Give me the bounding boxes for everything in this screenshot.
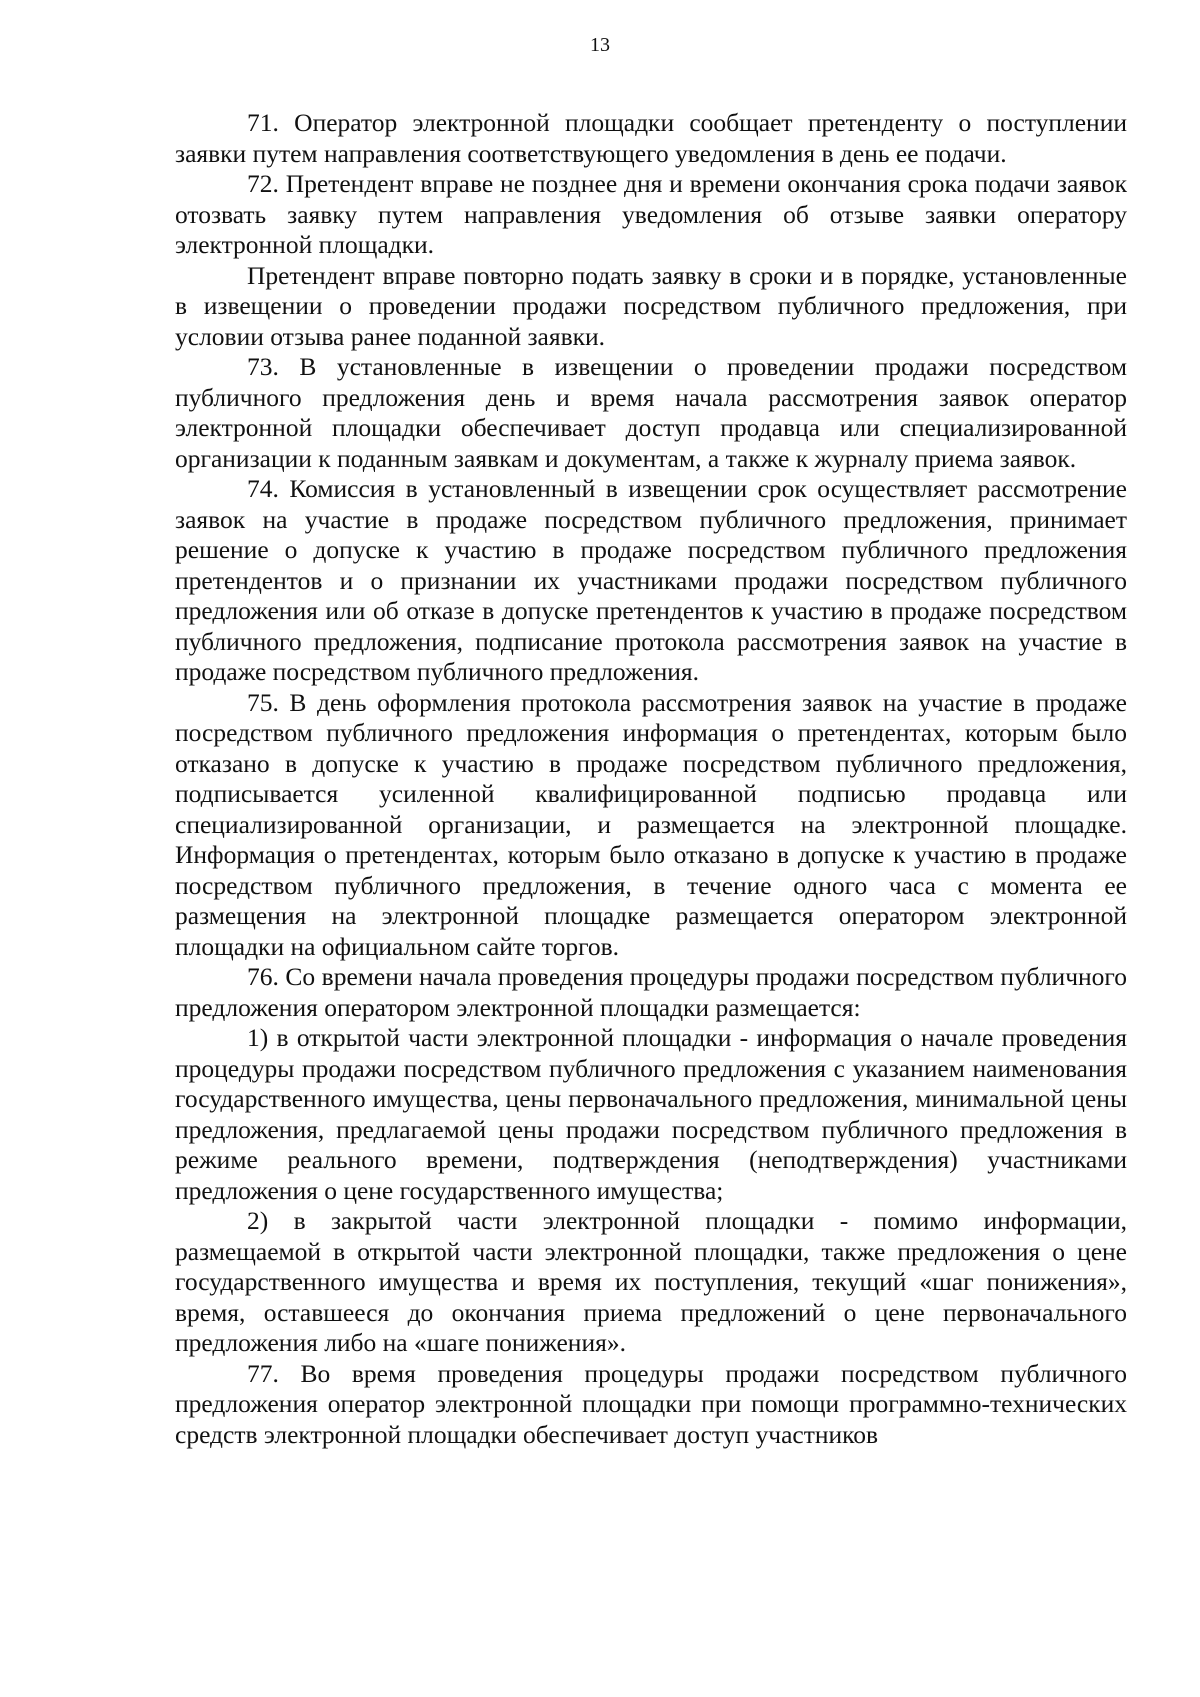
paragraph-71: 71. Оператор электронной площадки сообщает претенденту о поступлении заявки путем направления соответствующего уведомления в день ее подачи. xyxy=(175,108,1127,168)
paragraph-76-item-2: 2) в закрытой части электронной площадки - помимо информации, размещаемой в открытой части электронной площадки, также предложения о цене государственного имущества и время их поступления, текущий «шаг понижения», время, оставшееся до окончания приема предложений о цене первоначального предложения либо на «шаге понижения». xyxy=(175,1206,1127,1357)
paragraph-72: 72. Претендент вправе не позднее дня и времени окончания срока подачи заявок отозвать заявку путем направления уведомления об отзыве заявки оператору электронной площадки. xyxy=(175,169,1127,259)
paragraph-76-item-1: 1) в открытой части электронной площадки - информация о начале проведения процедуры продажи посредством публичного предложения с указанием наименования государственного имущества, цены первоначального предложения, минимальной цены предложения, предлагаемой цены продажи посредством публичного предложения в режиме реального времени, подтверждения (неподтверждения) участниками предложения о цене государственного имущества; xyxy=(175,1023,1127,1205)
page-number: 13 xyxy=(590,34,610,56)
paragraph-73: 73. В установленные в извещении о проведении продажи посредством публичного предложения день и время начала рассмотрения заявок оператор электронной площадки обеспечивает доступ продавца или специализированной организации к поданным заявкам и документам, а также к журналу приема заявок. xyxy=(175,352,1127,473)
paragraph-72-continued: Претендент вправе повторно подать заявку в сроки и в порядке, установленные в извещении о проведении продажи посредством публичного предложения, при условии отзыва ранее поданной заявки. xyxy=(175,260,1127,351)
paragraph-75: 75. В день оформления протокола рассмотрения заявок на участие в продаже посредством публичного предложения информация о претендентах, которым было отказано в допуске к участию в продаже посредством публичного предложения, подписывается усиленной квалифицированной подписью продавца или специализированной организации, и размещается на электронной площадке. Информация о претендентах, которым было отказано в допуске к участию в продаже посредством публичного предложения, в течение одного часа с момента ее размещения на электронной площадке размещается оператором электронной площадки на официальном сайте торгов. xyxy=(175,687,1127,961)
paragraph-76: 76. Со времени начала проведения процедуры продажи посредством публичного предложения оператором электронной площадки размещается: xyxy=(175,962,1127,1022)
paragraph-74: 74. Комиссия в установленный в извещении срок осуществляет рассмотрение заявок на участие в продаже посредством публичного предложения, принимает решение о допуске к участию в продаже посредством публичного предложения претендентов и о признании их участниками продажи посредством публичного предложения или об отказе в допуске претендентов к участию в продаже посредством публичного предложения, подписание протокола рассмотрения заявок на участие в продаже посредством публичного предложения. xyxy=(175,474,1127,686)
document-body xyxy=(175,108,1127,1450)
paragraph-77: 77. Во время проведения процедуры продажи посредством публичного предложения оператор электронной площадки при помощи программно-технических средств электронной площадки обеспечивает доступ участников xyxy=(175,1358,1127,1449)
